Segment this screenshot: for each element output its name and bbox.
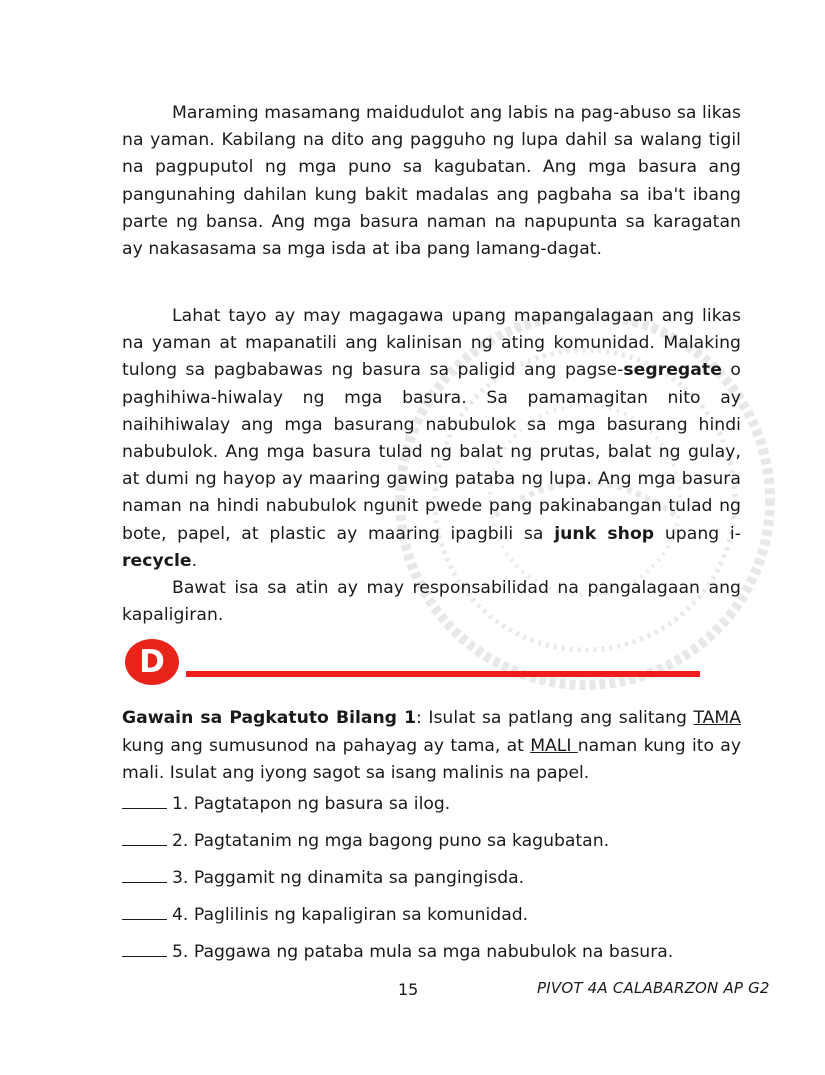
activity-intro-c: naman kung ito ay mali. Isulat ang iyong sagot sa isang malinis na papel.	[122, 735, 741, 783]
section-d-rule	[186, 671, 700, 677]
list-item	[122, 864, 741, 901]
answer-blank[interactable]	[122, 901, 167, 920]
keyword-junk-shop: junk shop	[554, 523, 655, 544]
item-text: 2. Pagtatanim ng mga bagong puno sa kagubatan.	[172, 831, 610, 851]
paragraph-3-text: Bawat isa sa atin ay may responsabilidad na pangalagaan ang kapaligiran.	[122, 578, 741, 626]
item-text: 1. Pagtatapon ng basura sa ilog.	[172, 794, 451, 814]
activity-instructions	[122, 705, 741, 788]
paragraph-2-text	[122, 303, 741, 575]
p2-text-b: o paghihiwa-hiwalay ng mga basura. Sa pamamagitan nito ay naihihiwalay ang mga basurang nabubulok sa mga basurang hindi nabubulok. Ang mga basura tulad ng balat ng prutas, balat ng gulay, at dumi ng hayop ay maaring gawing pataba ng lupa. Ang mga basura naman na hindi nabubulok ngunit pwede pang pakinabangan tulad ng bote, papel, at plastic ay maaring ipagbili sa	[122, 360, 741, 544]
paragraph-1-text: Maraming masamang maidudulot ang labis na pag-abuso sa likas na yaman. Kabilang na dito ang pagguho ng lupa dahil sa walang tigil na pagpuputol ng mga puno sa kagubatan. Ang mga basura ang pangunahing dahilan kung bakit madalas ang pagbaha sa iba't ibang parte ng bansa. Ang mga basura naman na napupunta sa karagatan ay nakasasama sa mga isda at iba pang lamang-dagat.	[122, 103, 741, 260]
document-reference: PIVOT 4A CALABARZON AP G2	[537, 979, 770, 997]
activity-title: Gawain sa Pagkatuto Bilang 1	[122, 708, 417, 728]
answer-blank[interactable]	[122, 938, 167, 957]
list-item	[122, 827, 741, 864]
activity-items-list	[122, 790, 741, 975]
list-item	[122, 938, 741, 975]
section-d-badge: D	[125, 639, 179, 685]
keyword-recycle: recycle	[122, 550, 192, 571]
list-item	[122, 901, 741, 938]
paragraph-2	[122, 303, 741, 588]
activity-intro-a: : Isulat sa patlang ang salitang	[416, 708, 694, 728]
p2-text-c: upang i-	[654, 523, 742, 544]
paragraph-1	[122, 100, 741, 276]
list-item	[122, 790, 741, 827]
p2-text-d: .	[191, 550, 198, 571]
item-text: 4. Paglilinis ng kapaligiran sa komunidad.	[172, 905, 529, 925]
answer-blank[interactable]	[122, 790, 167, 809]
word-mali: MALI	[530, 735, 578, 756]
word-tama: TAMA	[693, 708, 741, 728]
p2-text-a: Lahat tayo ay may magagawa upang mapangalagaan ang likas na yaman at mapanatili ang kalinisan ng ating komunidad. Malaking tulong sa pagbabawas ng basura sa paligid ang pagse-	[122, 306, 741, 381]
activity-intro-b: kung ang sumusunod na pahayag ay tama, at	[122, 735, 531, 756]
paragraph-3	[122, 575, 741, 642]
item-text: 3. Paggamit ng dinamita sa pangingisda.	[172, 868, 525, 888]
answer-blank[interactable]	[122, 827, 167, 846]
section-d-header	[122, 637, 712, 687]
answer-blank[interactable]	[122, 864, 167, 883]
keyword-segregate: segregate	[623, 360, 722, 381]
page-number: 15	[398, 980, 419, 999]
item-text: 5. Paggawa ng pataba mula sa mga nabubulok na basura.	[172, 942, 674, 962]
